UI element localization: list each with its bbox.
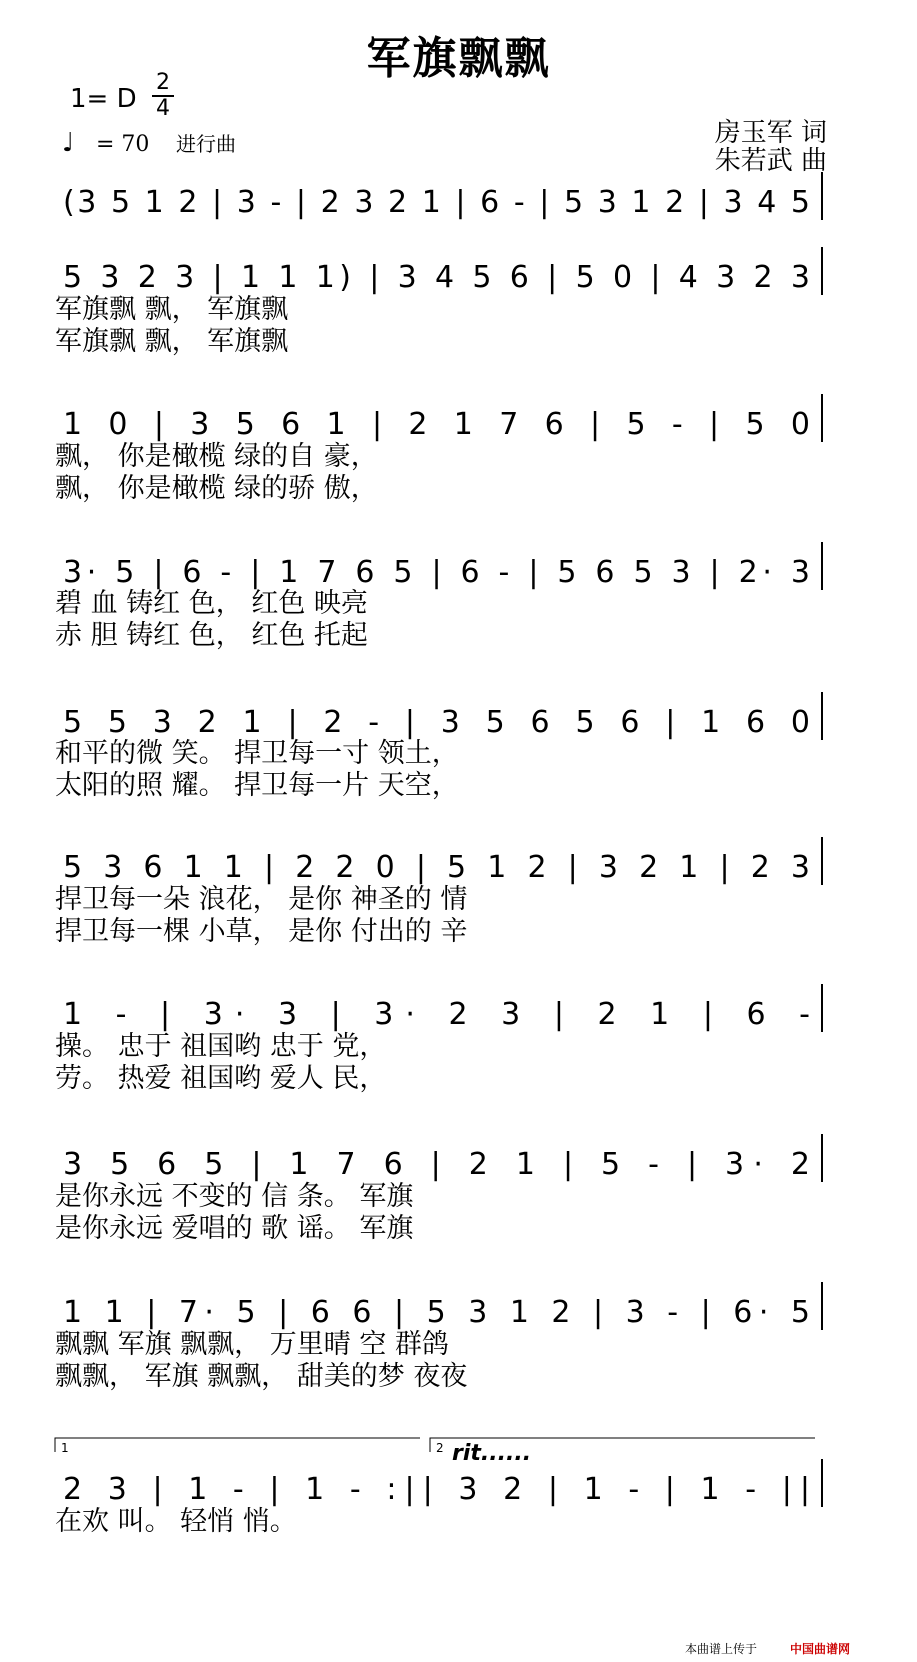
time-sig-top: 2 <box>156 70 170 95</box>
lyric-line: 赤 胆 铸红 色， 红色 托起 <box>55 620 368 651</box>
lyric-line: 太阳的照 耀。 捍卫每一片 天空， <box>55 770 459 801</box>
upload-note: 本曲谱上传于 <box>685 1642 758 1656</box>
composer-credit: 朱若武 曲 <box>714 146 827 176</box>
volta-number: 1 <box>61 1441 69 1455</box>
notation-row: 2 3 | 1 - | 1 - :|| 3 2 | 1 - | 1 - || <box>63 1472 811 1507</box>
notation-row: 1 0 | 3 5 6 1 | 2 1 7 6 | 5 - | 5 0 <box>63 407 811 442</box>
lyric-line: 军旗飘 飘， 军旗飘 <box>55 326 289 357</box>
notation-row: 5 5 3 2 1 | 2 - | 3 5 6 5 6 | 1 6 0 <box>63 705 810 740</box>
volta-number: 2 <box>436 1441 444 1455</box>
lyric-line: 操。 忠于 祖国哟 忠于 党， <box>55 1031 387 1062</box>
notation-row: 3· 5 | 6 - | 1 7 6 5 | 6 - | 5 6 5 3 | 2· 3 <box>63 555 810 590</box>
lyric-line: 是你永远 爱唱的 歌 谣。 军旗 <box>55 1213 414 1244</box>
notation-row: 1 1 | 7· 5 | 6 6 | 5 3 1 2 | 3 - | 6· 5 <box>63 1295 811 1330</box>
time-sig-bottom: 4 <box>156 96 170 121</box>
notation-row: 5 3 2 3 | 1 1 1) | 3 4 5 6 | 5 0 | 4 3 2 3 <box>63 260 810 295</box>
lyric-line: 是你永远 不变的 信 条。 军旗 <box>55 1181 414 1212</box>
tempo-style: 进行曲 <box>176 132 236 156</box>
notation-row: 1 - | 3· 3 | 3· 2 3 | 2 1 | 6 - <box>63 997 810 1032</box>
ritardando-mark: rit...... <box>452 1441 532 1466</box>
lyric-line: 和平的微 笑。 捍卫每一寸 领土， <box>55 738 459 769</box>
lyric-line: 劳。 热爱 祖国哟 爱人 民， <box>55 1063 387 1094</box>
lyric-line: 飘飘， 军旗 飘飘， 甜美的梦 夜夜 <box>55 1361 468 1392</box>
quarter-note-icon: ♩ <box>62 128 75 158</box>
lyric-line: 碧 血 铸红 色， 红色 映亮 <box>55 588 368 619</box>
lyric-line: 捍卫每一棵 小草， 是你 付出的 辛 <box>55 916 468 947</box>
volta-bracket <box>55 1438 420 1452</box>
lyric-line: 飘， 你是橄榄 绿的自 豪， <box>55 441 378 472</box>
score-rows <box>55 172 822 1537</box>
lyric-line: 飘， 你是橄榄 绿的骄 傲， <box>55 473 378 504</box>
key-signature: 1= D <box>70 84 137 114</box>
tempo-value: = 70 <box>96 132 150 157</box>
notation-row: (3 5 1 2 | 3 - | 2 3 2 1 | 6 - | 5 3 1 2 | 3 4 5 <box>63 185 810 220</box>
notation-row: 5 3 6 1 1 | 2 2 0 | 5 1 2 | 3 2 1 | 2 3 <box>63 850 810 885</box>
lyricist-credit: 房玉军 词 <box>714 118 827 148</box>
song-title: 军旗飘飘 <box>366 33 551 84</box>
site-name: 中国曲谱网 <box>790 1642 851 1656</box>
lyric-line: 在欢 叫。 轻悄 悄。 <box>55 1506 297 1537</box>
lyric-line: 飘飘 军旗 飘飘， 万里晴 空 群鸽 <box>55 1329 449 1360</box>
lyric-line: 军旗飘 飘， 军旗飘 <box>55 294 289 325</box>
lyric-line: 捍卫每一朵 浪花， 是你 神圣的 情 <box>55 884 468 915</box>
notation-row: 3 5 6 5 | 1 7 6 | 2 1 | 5 - | 3· 2 <box>63 1147 810 1182</box>
